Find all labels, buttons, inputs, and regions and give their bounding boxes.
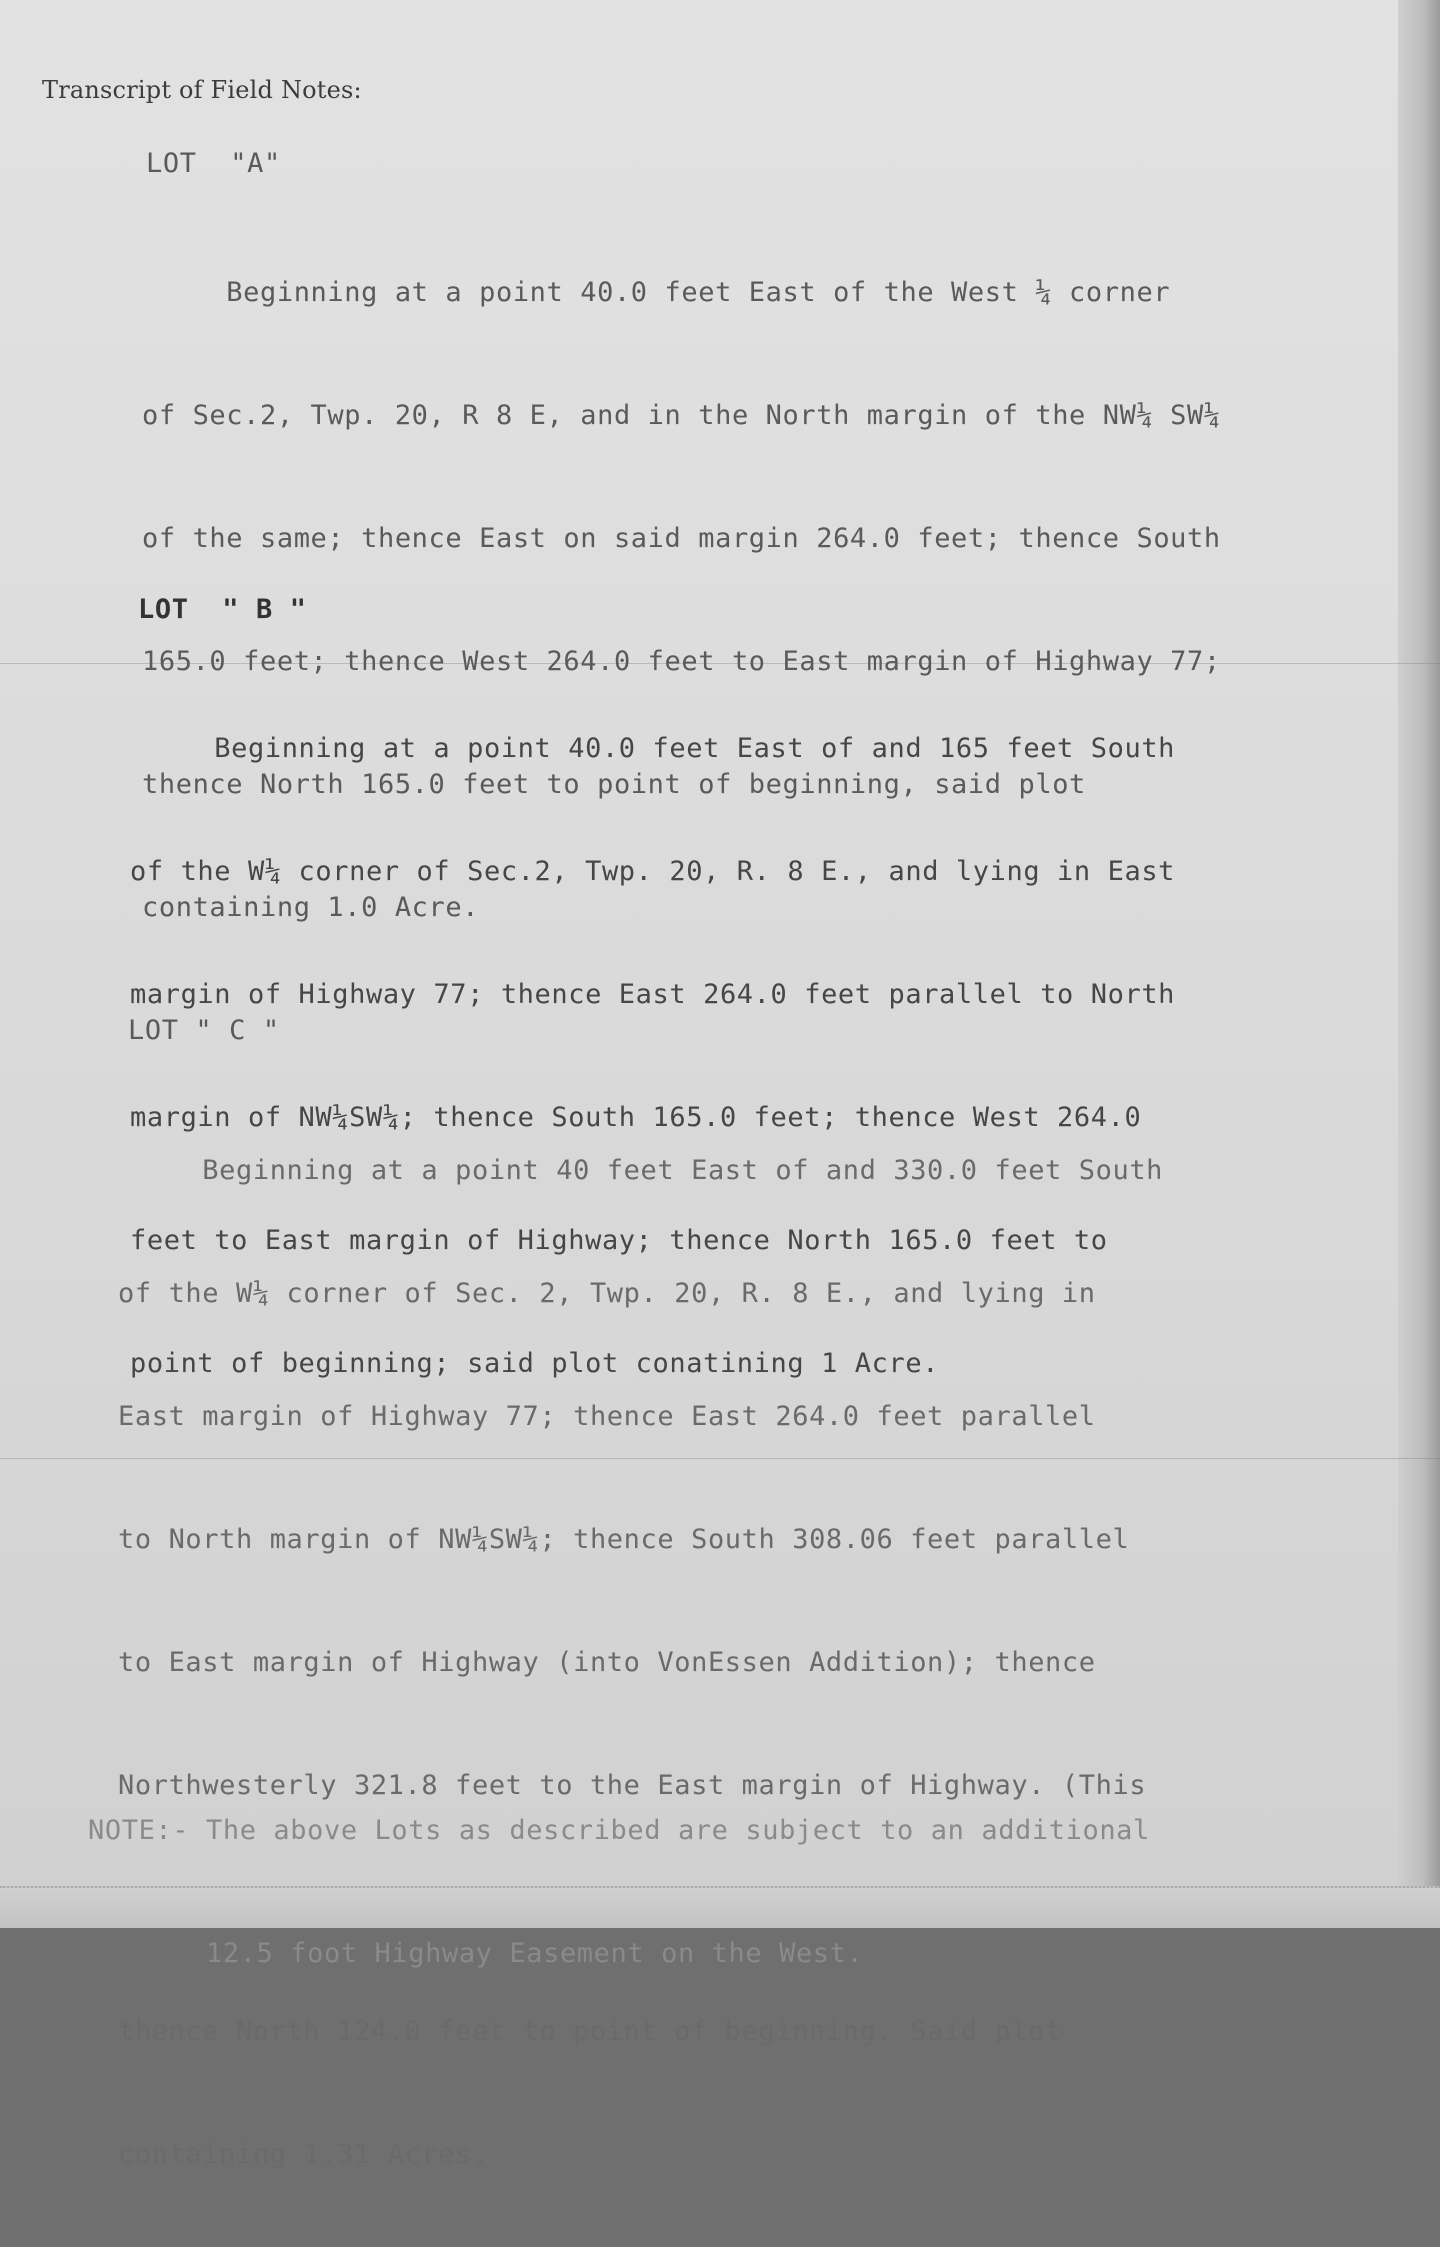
lot-b-line: margin of Highway 77; thence East 264.0 feet parallel to North — [130, 979, 1176, 1010]
lot-b-line: of the W¼ corner of Sec.2, Twp. 20, R. 8 E., and lying in East — [130, 856, 1176, 887]
lot-c-line: to North margin of NW¼SW¼; thence South 308.06 feet parallel — [118, 1524, 1130, 1555]
document-header: Transcript of Field Notes: — [42, 76, 362, 104]
lot-b-line: point of beginning; said plot conatining 1 Acre. — [130, 1348, 940, 1379]
lot-a-line: of the same; thence East on said margin 264.0 feet; thence South — [142, 523, 1221, 554]
note-line: NOTE:- The above Lots as described are subject to an additional — [88, 1815, 1150, 1846]
page-edge-shadow — [1398, 0, 1440, 1928]
lot-a-title: LOT "A" — [146, 148, 281, 179]
lot-c-line: to East margin of Highway (into VonEssen Addition); thence — [118, 1647, 1096, 1678]
lot-a-line: of Sec.2, Twp. 20, R 8 E, and in the North margin of the NW¼ SW¼ — [142, 400, 1221, 431]
lot-c-line: containing 1.31 Acres. — [118, 2139, 489, 2170]
page-bottom-edge — [0, 1886, 1440, 1928]
lot-a-line: Beginning at a point 40.0 feet East of the West ¼ corner — [142, 277, 1171, 308]
lot-c-line: thence North 124.0 feet to point of beginning. Said plot — [118, 2016, 1062, 2047]
lot-c-line: of the W¼ corner of Sec. 2, Twp. 20, R. 8 E., and lying in — [118, 1278, 1096, 1309]
note-line: 12.5 foot Highway Easement on the West. — [88, 1938, 864, 1969]
lot-b-line: feet to East margin of Highway; thence North 165.0 feet to — [130, 1225, 1108, 1256]
lot-b-title: LOT " B " — [138, 594, 307, 625]
lot-c-line: East margin of Highway 77; thence East 264.0 feet parallel — [118, 1401, 1096, 1432]
lot-a-line: containing 1.0 Acre. — [142, 892, 480, 923]
lot-a-line: 165.0 feet; thence West 264.0 feet to East margin of Highway 77; — [142, 646, 1221, 677]
lot-b-line: margin of NW¼SW¼; thence South 165.0 feet; thence West 264.0 — [130, 1102, 1142, 1133]
lot-c-description — [118, 1078, 1163, 2247]
lot-c-line: Northwesterly 321.8 feet to the East margin of Highway. (This — [118, 1770, 1147, 1801]
lot-c-title: LOT " C " — [128, 1015, 280, 1046]
lot-b-line: Beginning at a point 40.0 feet East of and 165 feet South — [130, 733, 1176, 764]
lot-c-line: Beginning at a point 40 feet East of and 330.0 feet South — [118, 1155, 1164, 1186]
lot-a-line: thence North 165.0 feet to point of beginning, said plot — [142, 769, 1086, 800]
